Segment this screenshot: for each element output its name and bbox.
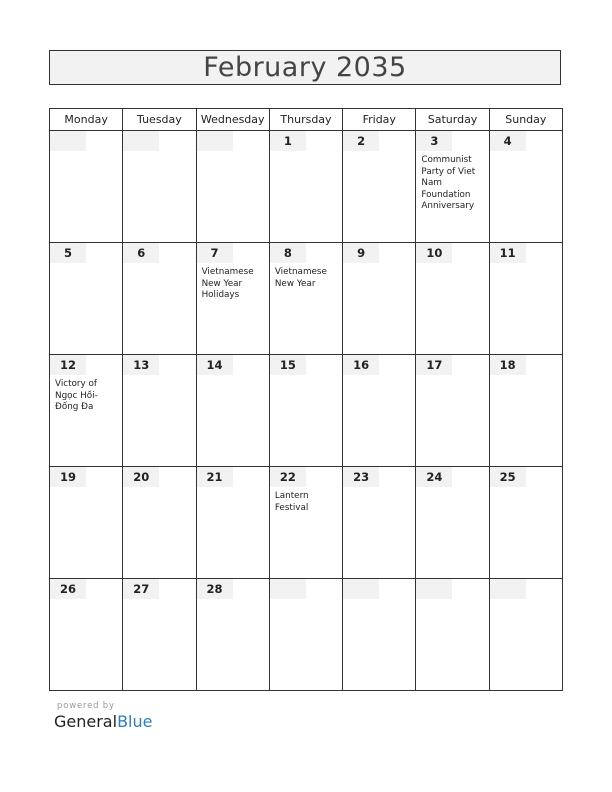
weekday-header-row <box>50 109 563 131</box>
day-number: 25 <box>490 467 526 487</box>
day-cell[interactable] <box>196 467 269 579</box>
day-number: 28 <box>197 579 233 599</box>
day-number: 7 <box>197 243 233 263</box>
holiday-event: Communist Party of Viet Nam Foundation Anniversary <box>421 155 476 211</box>
day-number <box>270 579 306 599</box>
day-number: 18 <box>490 355 526 375</box>
weekday-tuesday: Tuesday <box>123 109 196 131</box>
day-number: 24 <box>416 467 452 487</box>
day-cell[interactable] <box>196 579 269 691</box>
day-number: 16 <box>343 355 379 375</box>
calendar-title: February 2035 <box>49 50 561 85</box>
day-cell[interactable] <box>196 131 269 243</box>
week-row <box>50 355 563 467</box>
day-cell[interactable] <box>343 467 416 579</box>
day-cell[interactable] <box>343 131 416 243</box>
day-cell[interactable] <box>416 131 489 243</box>
calendar-grid <box>49 108 563 691</box>
day-number <box>416 579 452 599</box>
day-cell[interactable] <box>269 579 342 691</box>
holiday-event: Vietnamese New Year <box>274 267 327 289</box>
day-number: 8 <box>270 243 306 263</box>
day-number: 26 <box>50 579 86 599</box>
day-number <box>123 131 159 151</box>
day-number: 15 <box>270 355 306 375</box>
day-number: 23 <box>343 467 379 487</box>
day-cell[interactable] <box>123 243 196 355</box>
day-cell[interactable] <box>269 355 342 467</box>
day-number: 5 <box>50 243 86 263</box>
week-row <box>50 467 563 579</box>
day-cell[interactable] <box>416 579 489 691</box>
day-number <box>197 131 233 151</box>
day-number: 20 <box>123 467 159 487</box>
day-cell[interactable] <box>489 467 562 579</box>
day-number: 10 <box>416 243 452 263</box>
day-cell[interactable] <box>50 579 123 691</box>
week-row <box>50 131 563 243</box>
day-number: 4 <box>490 131 526 151</box>
day-cell[interactable] <box>416 355 489 467</box>
day-cell[interactable] <box>269 467 342 579</box>
day-cell[interactable] <box>489 579 562 691</box>
day-cell[interactable] <box>123 355 196 467</box>
day-cell[interactable] <box>343 243 416 355</box>
day-number <box>490 579 526 599</box>
day-cell[interactable] <box>489 243 562 355</box>
weekday-monday: Monday <box>50 109 123 131</box>
holiday-event: Victory of Ngọc Hồi-Đống Đa <box>55 379 98 412</box>
day-cell[interactable] <box>50 355 123 467</box>
day-number: 22 <box>270 467 306 487</box>
day-cell[interactable] <box>196 243 269 355</box>
day-cell[interactable] <box>50 131 123 243</box>
day-number: 11 <box>490 243 526 263</box>
powered-by-label: powered by <box>57 701 115 711</box>
day-cell[interactable] <box>343 355 416 467</box>
weekday-saturday: Saturday <box>416 109 489 131</box>
weekday-wednesday: Wednesday <box>196 109 269 131</box>
week-row <box>50 579 563 691</box>
day-number: 12 <box>50 355 86 375</box>
day-cell[interactable] <box>343 579 416 691</box>
day-cell[interactable] <box>269 131 342 243</box>
day-cell[interactable] <box>50 243 123 355</box>
day-cell[interactable] <box>123 579 196 691</box>
day-number: 3 <box>416 131 452 151</box>
day-number <box>50 131 86 151</box>
week-row <box>50 243 563 355</box>
day-number: 2 <box>343 131 379 151</box>
day-cell[interactable] <box>416 243 489 355</box>
generalblue-logo[interactable] <box>54 712 152 731</box>
day-number: 17 <box>416 355 452 375</box>
weekday-friday: Friday <box>343 109 416 131</box>
holiday-event: Vietnamese New Year Holidays <box>201 267 254 300</box>
day-cell[interactable] <box>123 131 196 243</box>
day-cell[interactable] <box>489 131 562 243</box>
logo-general: General <box>54 712 118 731</box>
day-number: 1 <box>270 131 306 151</box>
logo-blue: Blue <box>117 712 153 731</box>
day-cell[interactable] <box>269 243 342 355</box>
day-number: 19 <box>50 467 86 487</box>
day-cell[interactable] <box>123 467 196 579</box>
day-number: 9 <box>343 243 379 263</box>
weekday-thursday: Thursday <box>269 109 342 131</box>
day-number: 13 <box>123 355 159 375</box>
holiday-event: Lantern Festival <box>274 491 309 513</box>
day-cell[interactable] <box>196 355 269 467</box>
day-cell[interactable] <box>489 355 562 467</box>
day-number: 6 <box>123 243 159 263</box>
day-number: 14 <box>197 355 233 375</box>
weekday-sunday: Sunday <box>489 109 562 131</box>
day-number: 21 <box>197 467 233 487</box>
day-number: 27 <box>123 579 159 599</box>
day-number <box>343 579 379 599</box>
day-cell[interactable] <box>416 467 489 579</box>
day-cell[interactable] <box>50 467 123 579</box>
